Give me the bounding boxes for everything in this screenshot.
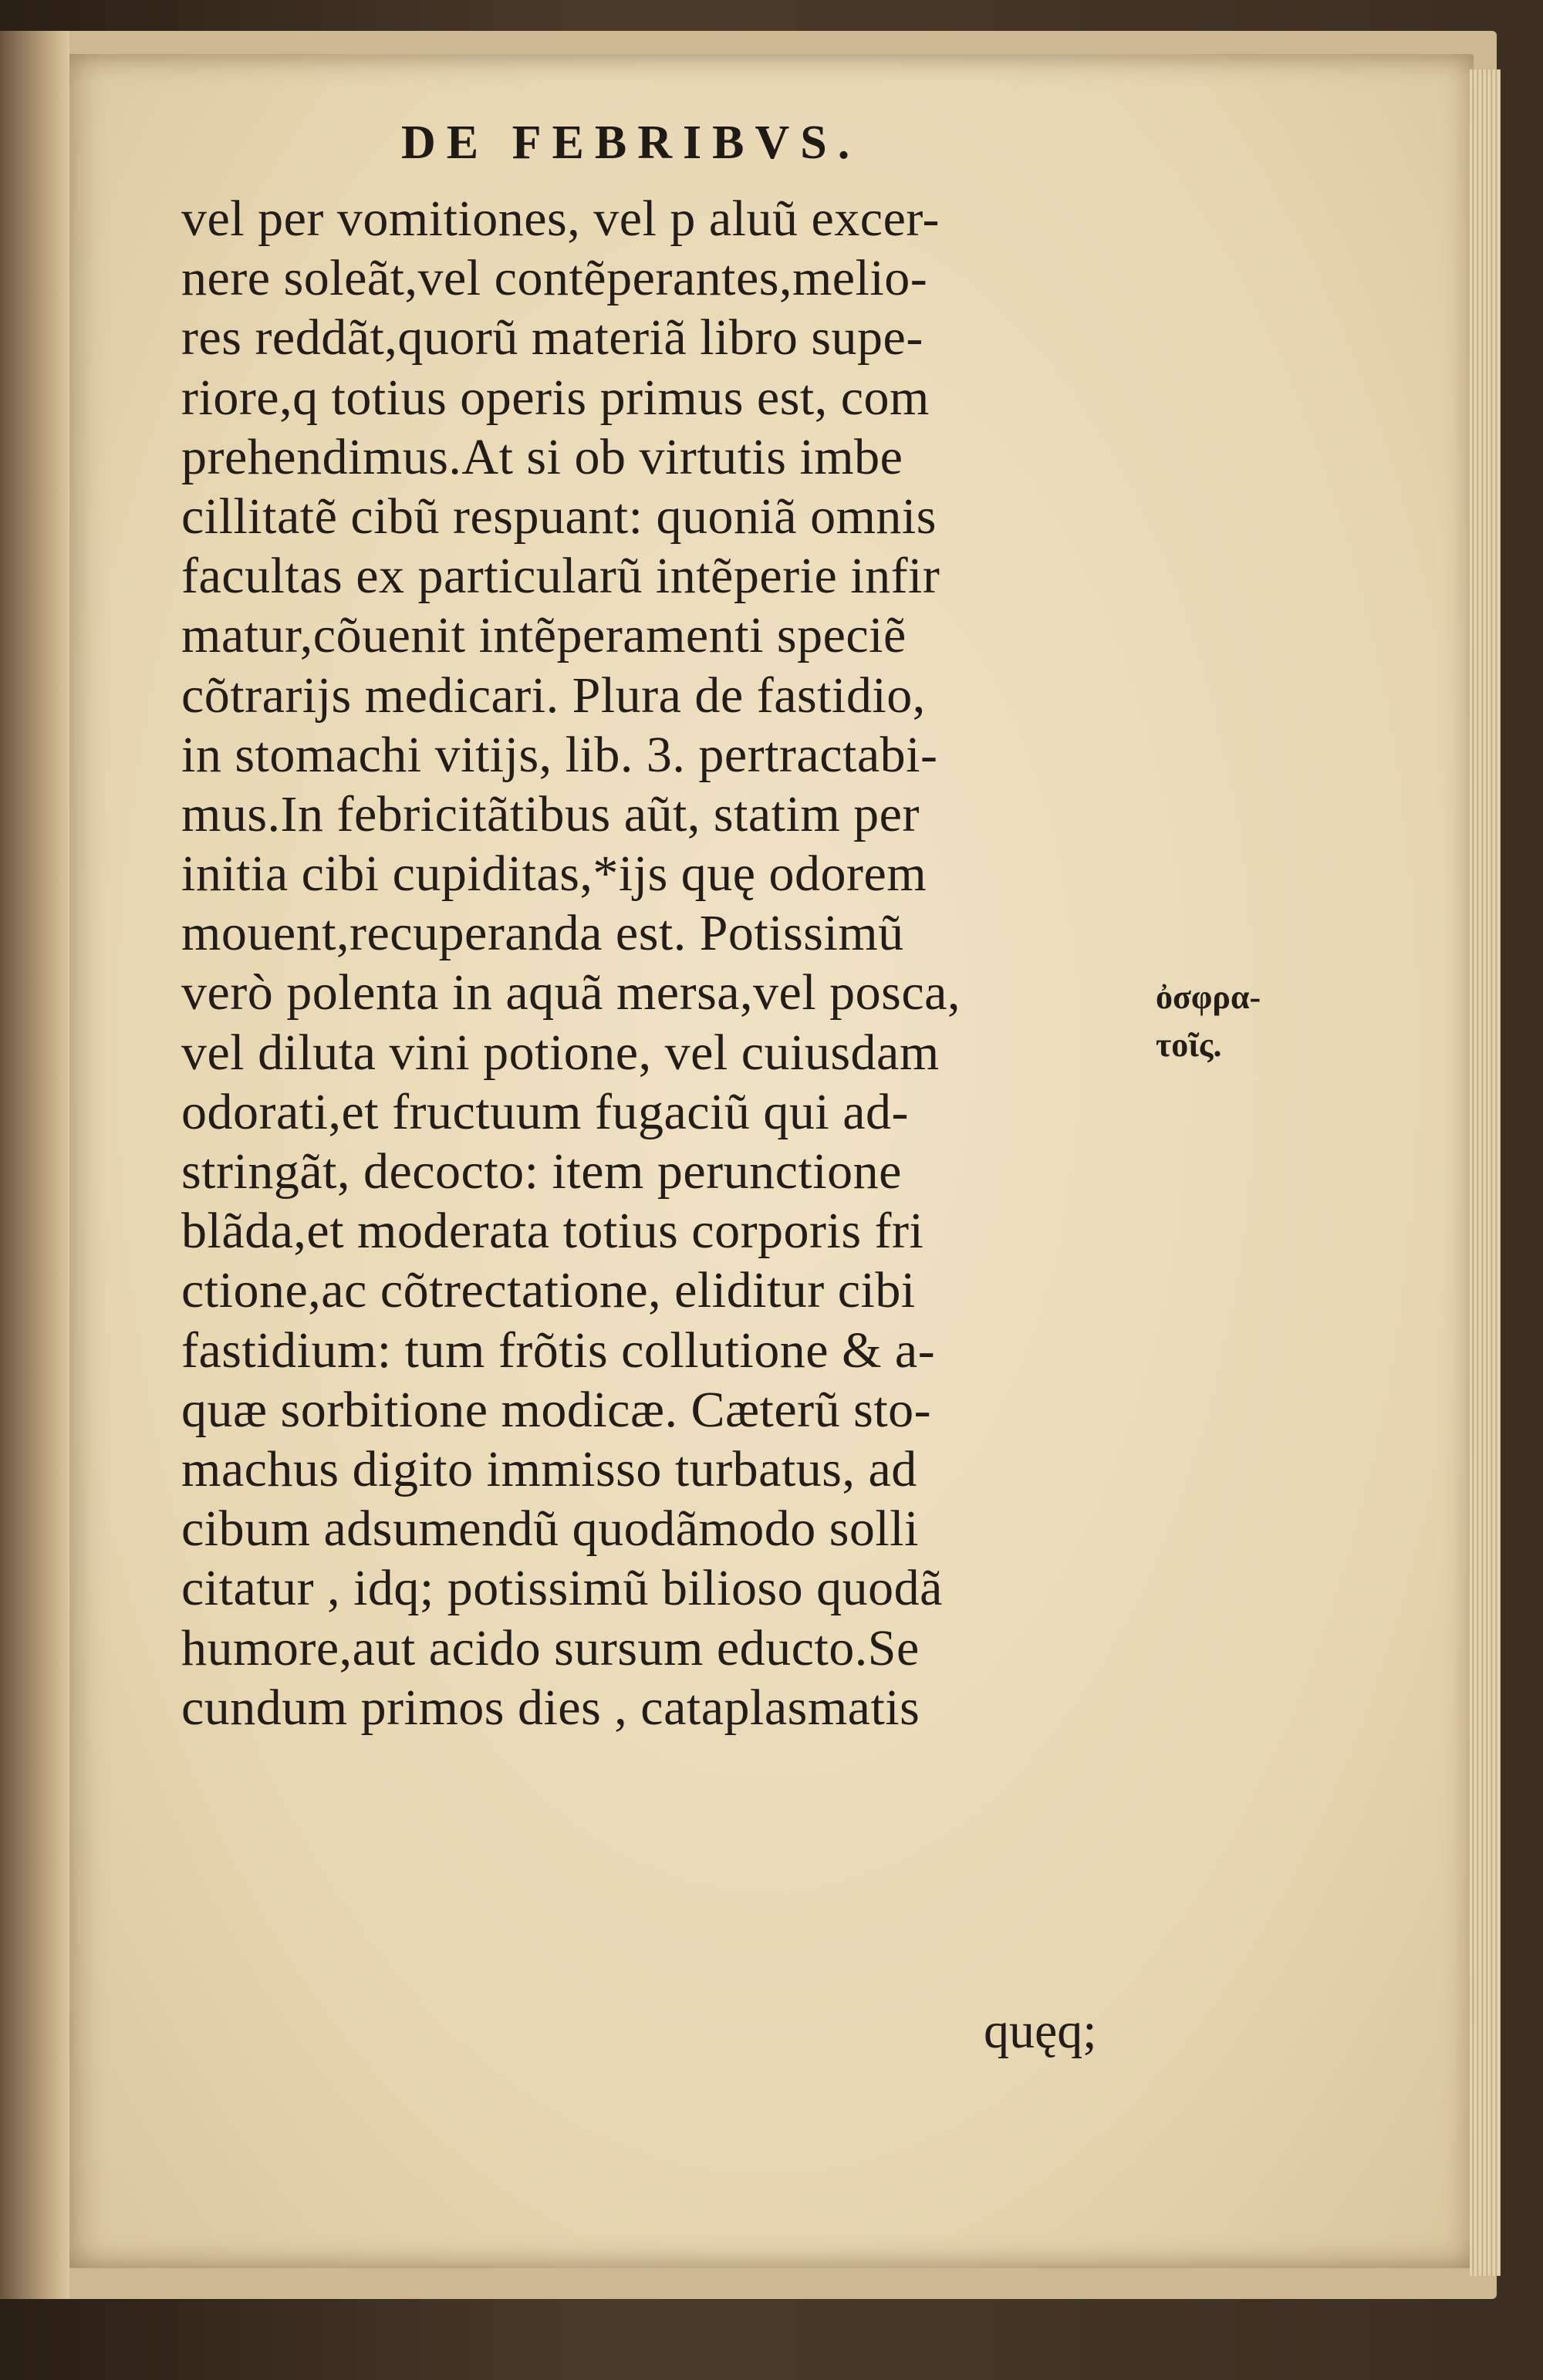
text-line: quæ sorbitione modicæ. Cæterũ sto-: [181, 1381, 932, 1438]
catchword: quęq;: [984, 2003, 1097, 2059]
book-gutter: [0, 31, 69, 2299]
text-line: cundum primos dies , cataplasmatis: [181, 1679, 920, 1736]
marginal-note-line: τοῖς.: [1156, 1026, 1222, 1064]
text-line: mouent,recuperanda est. Potissimũ: [181, 905, 904, 962]
text-line: vel per vomitiones, vel p aluũ excer-: [181, 191, 940, 247]
text-line: cõtrarijs medicari. Plura de fastidio,: [181, 667, 926, 724]
text-line: citatur , idq; potissimũ bilioso quodã: [181, 1560, 943, 1617]
text-line: blãda,et moderata totius corporis fri: [181, 1203, 924, 1260]
text-line: facultas ex particularũ intẽperie infir: [181, 548, 940, 605]
text-line: cillitatẽ cibũ respuant: quoniã omnis: [181, 488, 937, 545]
text-line: prehendimus.At si ob virtutis imbe: [181, 428, 903, 485]
text-line: in stomachi vitijs, lib. 3. pertractabi-: [181, 726, 938, 783]
text-line: vel diluta vini potione, vel cuiusdam: [181, 1024, 940, 1081]
text-line: verò polenta in aquã mersa,vel posca,: [181, 964, 961, 1021]
text-line: cibum adsumendũ quodãmodo solli: [181, 1501, 919, 1558]
text-line: machus digito immisso turbatus, ad: [181, 1440, 917, 1497]
text-line: initia cibi cupiditas,*ijs quę odorem: [181, 846, 927, 903]
running-head: DE FEBRIBVS.: [401, 116, 861, 169]
text-line: matur,cõuenit intẽperamenti speciẽ: [181, 607, 907, 664]
text-line: nere soleãt,vel contẽperantes,melio-: [181, 250, 928, 307]
marginal-note: [1156, 974, 1356, 1069]
text-line: fastidium: tum frõtis collutione & a-: [181, 1322, 936, 1379]
page-edges: [1470, 69, 1501, 2276]
text-line: riore,q totius operis primus est, com: [181, 369, 930, 426]
marginal-note-line: ὀσφρα-: [1156, 978, 1261, 1016]
text-line: mus.In febricitãtibus aũt, statim per: [181, 785, 920, 842]
text-line: ctione,ac cõtrectatione, eliditur cibi: [181, 1262, 916, 1319]
text-line: humore,aut acido sursum educto.Se: [181, 1619, 920, 1676]
text-line: stringãt, decocto: item perunctione: [181, 1143, 902, 1200]
body-text: [181, 189, 1153, 1737]
text-line: res reddãt,quorũ materiã libro supe-: [181, 309, 923, 366]
text-line: odorati,et fructuum fugaciũ qui ad-: [181, 1083, 910, 1140]
